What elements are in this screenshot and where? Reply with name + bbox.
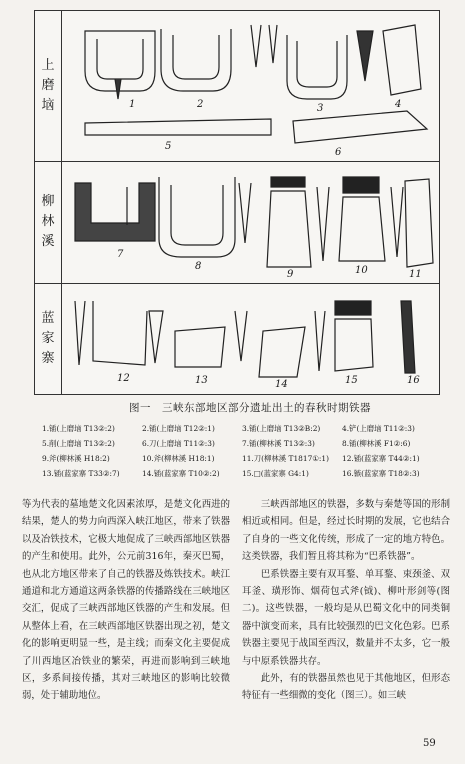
artifact-13-fragment (149, 311, 163, 363)
figure-legend (42, 421, 442, 481)
fig-number: 4 (395, 99, 402, 110)
fig-number: 7 (117, 249, 124, 260)
artifact-4-shovel-blade (357, 31, 373, 81)
fig-number: 13 (195, 375, 208, 386)
artifact-13-wedge (235, 311, 247, 361)
artifact-9-side (317, 187, 329, 261)
fig-number: 11 (409, 269, 422, 280)
artifact-11-knife (405, 179, 433, 267)
page-number: 59 (423, 738, 436, 749)
artifact-3-spade (287, 35, 347, 99)
artifact-wedge-b (269, 25, 277, 63)
artifact-2-spade (161, 29, 231, 91)
paragraph: 三峡西部地区的铁器，多数与秦楚等国的形制相近或相同。但是，经过长时期的发展，它也结合了自身的一些文化传统，形成了一定的地方特色。这类铁器，我们暂且将其称为“巴系铁器”。 (242, 499, 450, 563)
artifact-6-knife (293, 111, 427, 143)
figure-caption: 图一 三峡东部地区部分遗址出土的春秋时期铁器 (129, 402, 371, 414)
artifact-14-wedge (315, 311, 325, 371)
fig-number: 15 (345, 375, 358, 386)
legend-row: 1.锸(上磨垴 T13②:2) 2.锸(上磨垴 T12②:1) 3.锸(上磨垴 T13②B:2) 4.铲(上磨垴 T11②:3) (42, 424, 415, 433)
fig-number: 16 (407, 375, 420, 386)
fig-number: 3 (317, 103, 324, 114)
fig-number: 1 (129, 99, 136, 110)
artifact-14-spade (259, 327, 305, 377)
artifact-9-axe-top (271, 177, 305, 187)
artifact-1-blade (115, 79, 121, 99)
artifact-4-shovel (383, 25, 421, 95)
legend-row: 5.削(上磨垴 T13②:2) 6.刀(上磨垴 T11②:3) 7.锸(柳林溪 T13②:3) 8.锸(柳林溪 F1②:6) (42, 439, 411, 448)
text-column-left (22, 496, 230, 705)
artifact-8-wedge (239, 183, 251, 243)
site-label-liulinxi: 柳 林 溪 (41, 194, 55, 249)
artifact-wedge-a (251, 25, 261, 67)
site-label-shangmonao: 上 磨 垴 (41, 58, 55, 113)
site-label-lanjiazhai: 蓝 家 寨 (41, 310, 55, 366)
artifact-10-axe-top (343, 177, 379, 193)
paragraph: 巴系铁器主要有双耳鍪、单耳鍪、束颈釜、双耳釜、璜形饰、烟荷包式斧(钺)、柳叶形剑等(图二)。这些铁器，一般均是从巴蜀文化中的同类铜器中演变而来，具有比较强烈的巴文化色彩。巴系铁器主要见于战国至西汉，数量并不太多，它一般与中原系铁器共存。 (242, 568, 450, 667)
artifact-7-spade (75, 183, 155, 241)
paragraph: 等为代表的墓地楚文化因素浓厚，是楚文化西进的结果，楚人的势力向西深入峡江地区，带来了铁器以及冶铁技术，它极大地促成了三峡西部地区铁器的产生和使用。此外，公元前316年，秦灭巴蜀，也从北方地区带来了自己的铁器及炼铁技术。峡江通道和北方通道这两条铁器的传播路线在三峡地区交汇，促成了三峡西部地区铁器的产生和发展。但从整体上看，在三峡西部地区铁器出现之初，楚文化的影响更明显一些，是主线；而秦文化主要促成了川西地区冶铁业的繁荣，再进而影响到三峡地区，多系间接传播，其对三峡地区的影响比较微弱，处于辅助地位。 (22, 499, 230, 702)
fig-number: 5 (165, 141, 172, 152)
artifact-13-spade (175, 327, 225, 367)
artifact-15-top (335, 301, 371, 315)
figure-plate (34, 10, 440, 395)
fig-number: 2 (197, 99, 204, 110)
artifact-15-body (335, 319, 373, 371)
fig-number: 6 (335, 147, 342, 158)
artifact-12-wedge (75, 301, 85, 365)
fig-number: 12 (117, 373, 130, 384)
artifact-12-spade (93, 301, 147, 365)
artifact-10-axe (339, 197, 385, 261)
legend-row: 13.锸(蓝家寨 T33②:7) 14.锸(蓝家寨 T10②:2) 15.□(蓝家寨 G4:1) 16.镞(蓝家寨 T18②:3) (42, 469, 420, 478)
artifact-5-knife (85, 119, 271, 135)
text-column-right (242, 496, 450, 705)
artifact-10-side (391, 187, 403, 257)
fig-number: 14 (275, 379, 288, 390)
legend-row: 9.斧(柳林溪 H18:2) 10.斧(柳林溪 H18:1) 11.刀(柳林溪 T1817①:1) 12.锸(蓝家寨 T44②:1) (42, 454, 420, 463)
fig-number: 8 (195, 261, 202, 272)
artifact-16-arrowhead (401, 301, 415, 373)
artifact-9-axe (267, 191, 311, 267)
paragraph: 此外，有的铁器虽然也见于其他地区，但形态特征有一些细微的变化（图三）。如三峡 (242, 673, 450, 702)
fig-number: 9 (287, 269, 294, 280)
artifact-8-spade (159, 177, 235, 257)
fig-number: 10 (355, 265, 368, 276)
artifact-drawings (35, 11, 439, 394)
